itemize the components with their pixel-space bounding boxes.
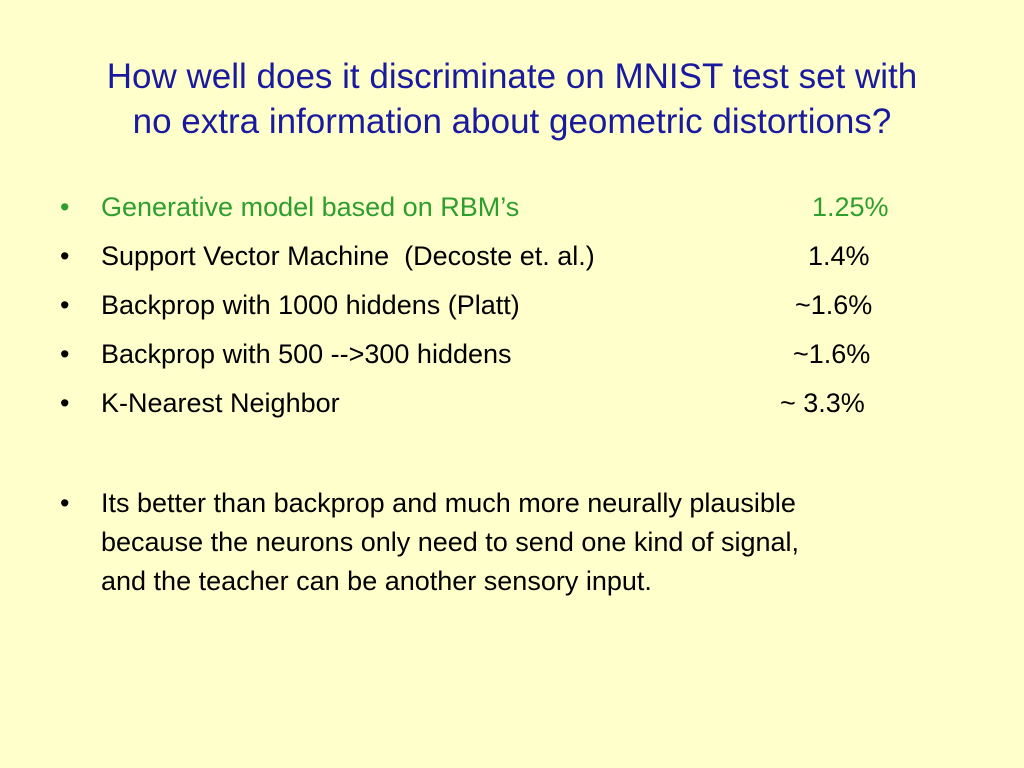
result-label: Backprop with 500 -->300 hiddens [101, 339, 512, 369]
bullet-glyph: • [60, 339, 70, 369]
result-item-backprop-1000 [0, 285, 1024, 334]
result-item-backprop-500-300 [0, 334, 1024, 383]
result-item-knn [0, 383, 1024, 432]
bullet-glyph: • [60, 290, 70, 320]
result-label: K-Nearest Neighbor [101, 388, 340, 418]
result-item-svm [0, 236, 1024, 285]
result-value: ~1.6% [793, 339, 871, 369]
note-text [101, 484, 1001, 601]
result-value: ~ 3.3% [780, 388, 865, 418]
result-label: Backprop with 1000 hiddens (Platt) [101, 290, 520, 320]
results-list [0, 187, 1024, 432]
bullet-glyph: • [60, 488, 70, 518]
result-label: Generative model based on RBM’s [101, 192, 520, 222]
note-line-3: and the teacher can be another sensory input. [101, 566, 652, 596]
bullet-glyph: • [60, 192, 70, 222]
result-value: 1.4% [808, 241, 870, 271]
slide-title-line-1: How well does it discriminate on MNIST test set with [106, 57, 918, 96]
result-value: ~1.6% [795, 290, 873, 320]
slide-title-line-2: no extra information about geometric distortions? [132, 102, 892, 141]
result-label: Support Vector Machine (Decoste et. al.) [101, 241, 595, 271]
bullet-glyph: • [60, 241, 70, 271]
note-line-1: Its better than backprop and much more neurally plausible [101, 488, 796, 518]
note-line-2: because the neurons only need to send one kind of signal, [101, 527, 800, 557]
result-item-rbm [0, 187, 1024, 236]
result-value: 1.25% [812, 192, 889, 222]
slide-title [0, 54, 1024, 144]
bullet-glyph: • [60, 388, 70, 418]
